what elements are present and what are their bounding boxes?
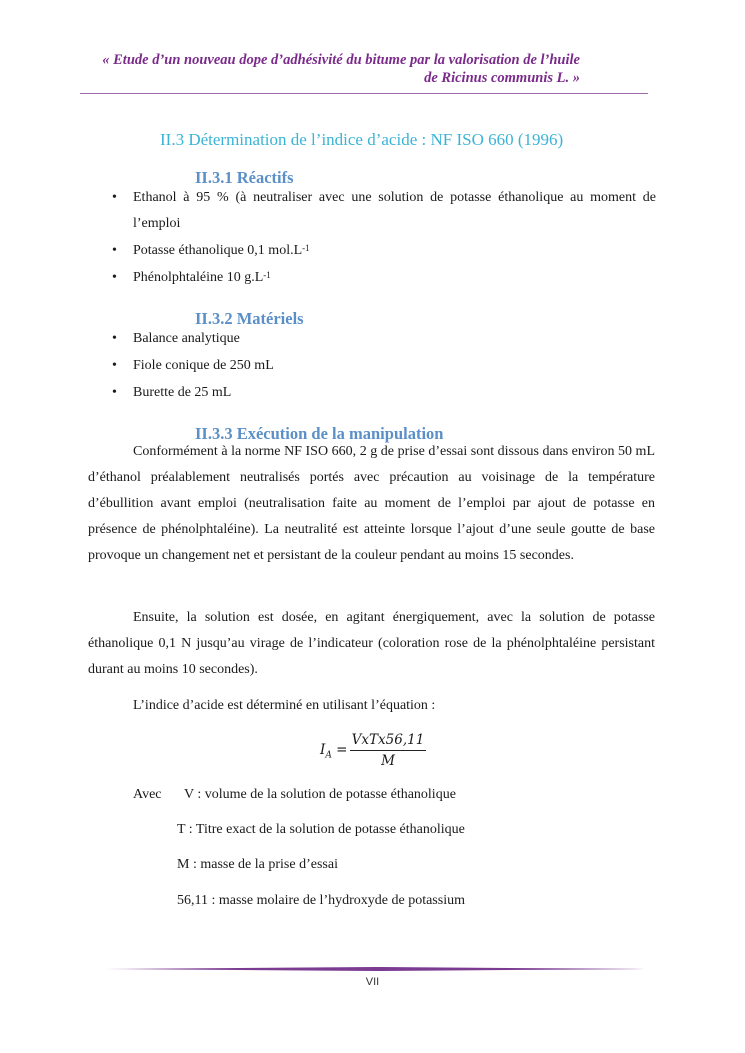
fraction-bar (350, 750, 426, 751)
bullet-icon: • (112, 190, 117, 205)
bullet-icon: • (112, 358, 117, 373)
list-item (112, 353, 656, 379)
list-item-text: Burette de 25 mL (133, 385, 232, 400)
list-item-text: Fiole conique de 250 mL (133, 358, 274, 373)
equation-lhs: $I_A$ = (320, 742, 348, 761)
paragraph: Ensuite, la solution est dosée, en agitant énergiquement, avec la solution de potasse éthanolique 0,1 N jusqu’au virage de l’indicateur (coloration rose de la phénolphtaléine persistant durant au moins 10 secondes). (88, 610, 655, 677)
section-title: II.3 Détermination de l’indice d’acide : NF ISO 660 (1996) (160, 130, 564, 149)
bullet-icon: • (112, 243, 117, 258)
subsection-title-materiels: II.3.2 Matériels (195, 309, 304, 328)
list-item (112, 238, 656, 264)
list-item-text: Balance analytique (133, 331, 240, 346)
definition-t: T : Titre exact de la solution de potasse éthanolique (177, 822, 465, 837)
equation-denominator: M (381, 753, 395, 769)
bullet-icon: • (112, 270, 117, 285)
equation-fraction (350, 732, 426, 769)
list-item (112, 380, 656, 406)
definition-molar-mass: 56,11 : masse molaire de l’hydroxyde de potassium (177, 893, 465, 908)
definition-m: M : masse de la prise d’essai (177, 857, 338, 872)
subsection-title-execution: II.3.3 Exécution de la manipulation (195, 424, 444, 443)
list-item-text: Ethanol à 95 % (à neutraliser avec une solution de potasse éthanolique au moment de l’emploi (133, 190, 656, 231)
footer-divider (105, 967, 645, 971)
list-item-text: Potasse éthanolique 0,1 $mol.L^{-1}$ (133, 243, 310, 258)
list-item (112, 326, 656, 352)
paragraph: L’indice d’acide est déterminé en utilisant l’équation : (133, 698, 436, 713)
definition-intro: Avec (133, 787, 162, 802)
definition-v: V : volume de la solution de potasse éthanolique (184, 787, 456, 802)
running-header-line1: « Etude d’un nouveau dope d’adhésivité du bitume par la valorisation de l’huile (102, 52, 580, 68)
list-item (112, 265, 656, 291)
list-item (112, 185, 656, 237)
equation-numerator: VxTx56,11 (351, 732, 425, 748)
page-number: VII (365, 976, 380, 988)
bullet-icon: • (112, 331, 117, 346)
subsection-title-reactifs: II.3.1 Réactifs (195, 168, 294, 187)
paragraph: Conformément à la norme NF ISO 660, 2 g de prise d’essai sont dissous dans environ 50 mL d’éthanol préalablement neutralisés portés avec précaution au voisinage de la température d’ébullition avant emploi (neutralisation faite au moment de l’emploi par ajout de potasse en présence de phénolphtaléine). La neutralité est atteinte lorsque l’ajout d’une seule goutte de base provoque un changement net et persistant de la couleur pendant au moins 15 secondes. (88, 444, 655, 563)
list-item-text: Phénolphtaléine 10 $g.L^{-1}$ (133, 270, 271, 285)
bullet-icon: • (112, 385, 117, 400)
header-divider (80, 93, 648, 94)
running-header-line2: de Ricinus communis L. » (424, 70, 580, 86)
